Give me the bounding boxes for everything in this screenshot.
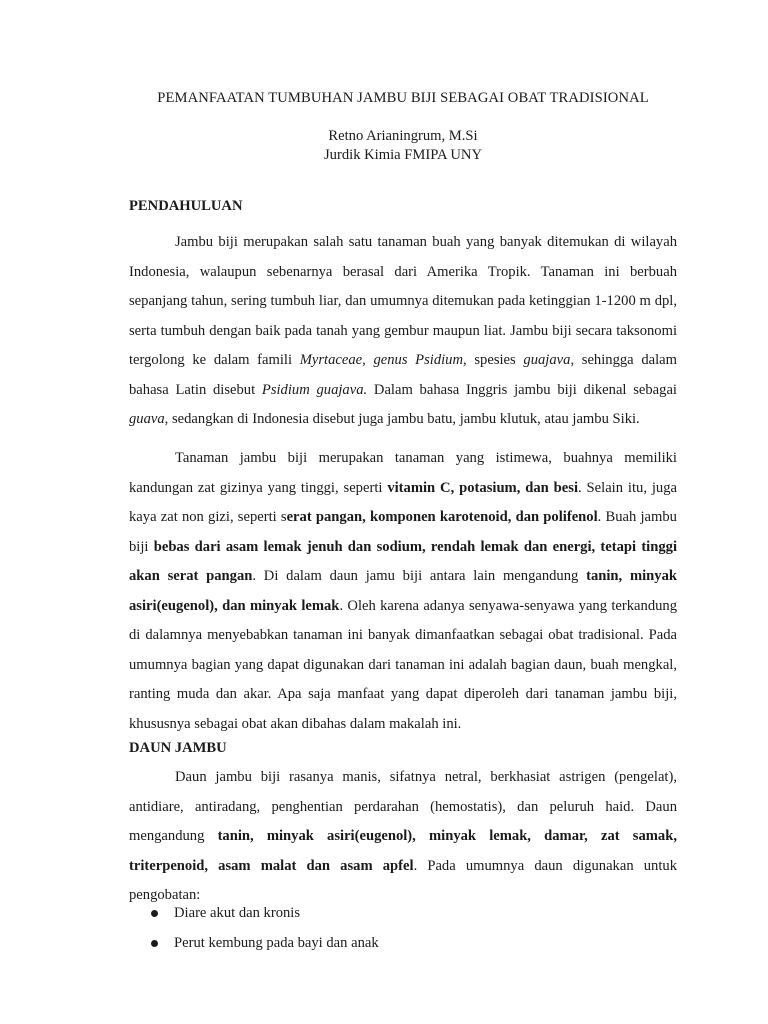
paragraph-leaf-1: Daun jambu biji rasanya manis, sifatnya netral, berkhasiat astrigen (pengelat), antidiare, antiradang, penghentian perdarahan (hemostatis), dan peluruh haid. Daun mengandung tanin, minyak asiri(eugenol), minyak lemak, damar, zat samak, triterpenoid, asam malat dan asam apfel. Pada umumnya daun digunakan untuk pengobatan: (129, 769, 678, 903)
bullet-list (129, 899, 379, 958)
bullet-icon (151, 940, 158, 947)
list-item: Diare akut dan kronis (129, 899, 379, 929)
document-page (129, 0, 677, 1024)
section-heading-pendahuluan: PENDAHULUAN (129, 198, 243, 214)
author-block (129, 127, 677, 165)
section-heading-daun-jambu: DAUN JAMBU (129, 740, 227, 756)
author-name: Retno Arianingrum, M.Si (328, 128, 478, 144)
list-item: Perut kembung pada bayi dan anak (129, 929, 379, 959)
paragraph-intro-1: Jambu biji merupakan salah satu tanaman buah yang banyak ditemukan di wilayah Indonesia, walaupun sebenarnya berasal dari Amerika Tropik. Tanaman ini berbuah sepanjang tahun, sering tumbuh liar, dan umumnya ditemukan pada ketinggian 1-1200 m dpl, serta tumbuh dengan baik pada tanah yang gembur maupun liat. Jambu biji secara taksonomi tergolong ke dalam famili Myrtaceae, genus Psidium, spesies guajava, sehingga dalam bahasa Latin disebut Psidium guajava. Dalam bahasa Inggris jambu biji dikenal sebagai guava, sedangkan di Indonesia disebut juga jambu batu, jambu klutuk, atau jambu Siki. (129, 234, 677, 427)
bullet-icon (151, 910, 158, 917)
author-affiliation: Jurdik Kimia FMIPA UNY (324, 147, 482, 163)
paragraph-intro-2: Tanaman jambu biji merupakan tanaman yang istimewa, buahnya memiliki kandungan zat gizinya yang tinggi, seperti vitamin C, potasium, dan besi. Selain itu, juga kaya zat non gizi, seperti serat pangan, komponen karotenoid, dan polifenol. Buah jambu biji bebas dari asam lemak jenuh dan sodium, rendah lemak dan energi, tetapi tinggi akan serat pangan. Di dalam daun jamu biji antara lain mengandung tanin, minyak asiri(eugenol), dan minyak lemak. Oleh karena adanya senyawa-senyawa yang terkandung di dalamnya menyebabkan tanaman ini banyak dimanfaatkan sebagai obat tradisional. Pada umumnya bagian yang dapat digunakan dari tanaman ini adalah bagian daun, buah mengkal, ranting muda dan akar. Apa saja manfaat yang dapat diperoleh dari tanaman jambu biji, khususnya sebagai obat akan dibahas dalam makalah ini. (129, 450, 678, 732)
document-title: PEMANFAATAN TUMBUHAN JAMBU BIJI SEBAGAI OBAT TRADISIONAL (157, 90, 649, 106)
